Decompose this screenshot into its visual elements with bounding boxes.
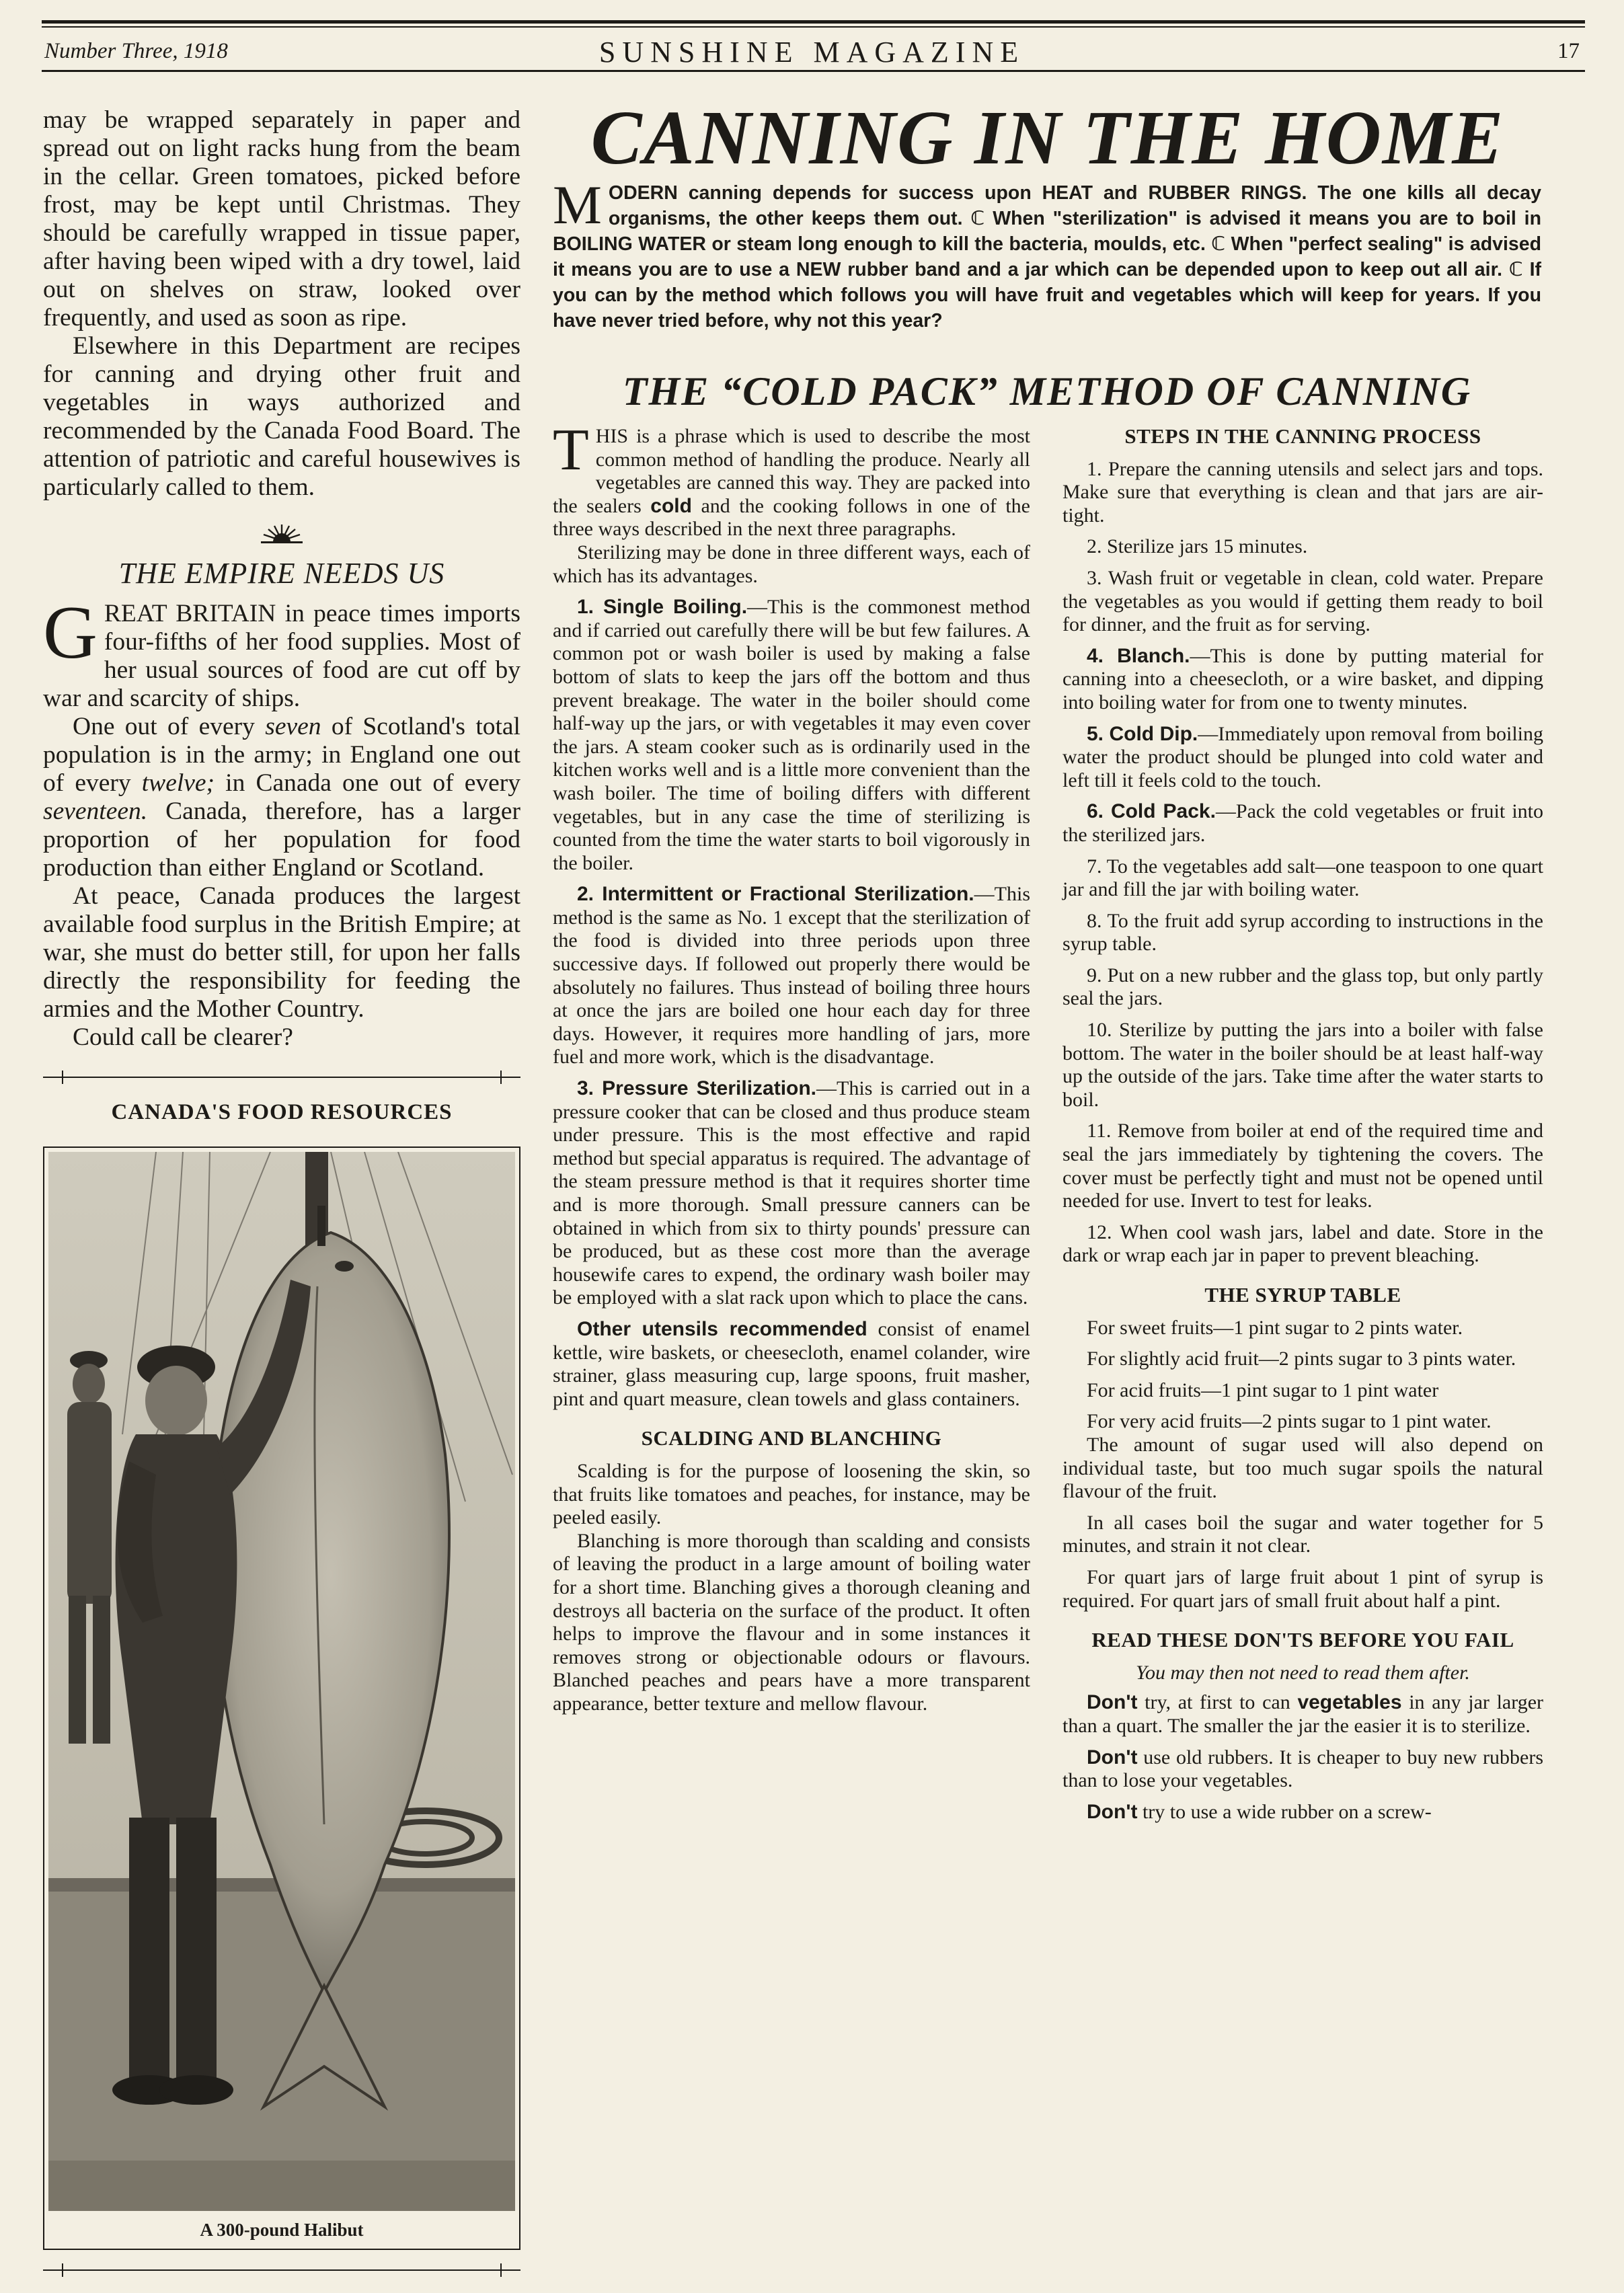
empire-paragraph: At peace, Canada produces the largest available food surplus in the British Empire; at war, she must do better still, for upon her falls directly the responsibility for feeding the armies and the Mother Country. xyxy=(43,882,520,1023)
drop-cap: G xyxy=(43,591,98,674)
step-item: 8. To the fruit add syrup according to instructions in the syrup table. xyxy=(1062,909,1543,956)
donts-heading: READ THESE DON'TS BEFORE YOU FAIL xyxy=(1091,1628,1514,1652)
donts-subheading: You may then not need to read them after. xyxy=(1136,1661,1470,1684)
intro-text: ODERN canning depends for success upon HEAT and RUBBER RINGS. The one kills all decay organisms, the other keeps them out. ℂ When "sterilization" is advised it means you are to boil in BOILING WATER or steam long enough to kill the bacteria, moulds, etc. ℂ When "perfect sealing" is advised it means you are to use a NEW rubber band and a jar which can be depended upon to keep out all air. ℂ If you can by the method which follows you will have fruit and vegetables which will keep for years. If you have never tried before, why not this year? xyxy=(553,182,1541,332)
step-item: 3. Wash fruit or vegetable in clean, cold water. Prepare the vegetables as you would if getting them ready to boil for dinner, and the fruit as for serving. xyxy=(1062,566,1543,636)
article-title: CANNING IN THE HOME xyxy=(590,95,1505,180)
syrup-item: The amount of sugar used will also depend on individual taste, but too much sugar spoils the natural flavour of the fruit. xyxy=(1062,1433,1543,1503)
right-column xyxy=(1062,425,1543,1824)
article-subtitle: THE “COLD PACK” METHOD OF CANNING xyxy=(622,369,1472,414)
syrup-table-heading: THE SYRUP TABLE xyxy=(1204,1283,1401,1307)
dont-item: Don't use old rubbers. It is cheaper to buy new rubbers than to lose your vegetables. xyxy=(1062,1746,1543,1792)
syrup-item: For sweet fruits—1 pint sugar to 2 pints water. xyxy=(1087,1316,1463,1339)
halibut-photo xyxy=(48,1152,515,2211)
step-item: 2. Sterilize jars 15 minutes. xyxy=(1087,535,1308,558)
empire-heading: THE EMPIRE NEEDS US xyxy=(118,557,445,590)
header-rule-bottom xyxy=(42,70,1585,72)
syrup-item: In all cases boil the sugar and water together for 5 minutes, and strain it not clear. xyxy=(1062,1511,1543,1557)
dont-item: Don't try, at first to can vegetables in any jar larger than a quart. The smaller the jar the easier it is to sterilize. xyxy=(1062,1691,1543,1737)
syrup-item: For acid fruits—1 pint sugar to 1 pint water xyxy=(1087,1378,1439,1401)
empire-text xyxy=(43,591,520,1052)
photo-caption: A 300-pound Halibut xyxy=(200,2220,364,2240)
section-divider xyxy=(43,1069,520,1085)
empire-paragraph: Could call be clearer? xyxy=(73,1023,293,1051)
method-pressure: 3. Pressure Sterilization.—This is carried out in a pressure cooker that can be closed and thus produce steam under pressure. This is the most effective and rapid method but special apparatus is required. The advantage of the steam pressure method is that it requires shorter time and is more thorough. Small pressure canners can be obtained in which from six to thirty pounds' pressure can be produced, but as these cost more than the average housewife cares to expend, the ordinary wash boiler may be employed with a slat rack upon which to place the cans. xyxy=(553,1077,1030,1309)
method-intermittent: 2. Intermittent or Fractional Sterilization.—This method is the same as No. 1 except that the sterilization of the food is divided into three periods upon three successive days. If followed out properly there would be absolutely no failures. Thus instead of boiling three hours at once the jars are boiled one hour each day for three days. However, it requires more handling of jars, more fuel and more work, which is the disadvantage. xyxy=(553,883,1030,1068)
magazine-title: SUNSHINE MAGAZINE xyxy=(598,36,1026,69)
continued-paragraph: may be wrapped separately in paper and spread out on light racks hung from the beam in the cellar. Green tomatoes, picked before frost, may be kept until Christmas. They should be carefully wrapped in tissue paper, after having been wiped with a dry towel, laid out on shelves on straw, looked over frequently, and used as soon as ripe. xyxy=(43,106,520,332)
article-intro xyxy=(553,174,1541,334)
continued-text xyxy=(43,106,520,502)
header-rule-top xyxy=(42,20,1585,24)
step-item: 10. Sterilize by putting the jars into a boiler with false bottom. The water in the boiler should be at least half-way up the outside of the jars. Take time after the water starts to boil. xyxy=(1062,1019,1543,1111)
sunrise-ornament-icon xyxy=(43,522,520,548)
dont-item: Don't try to use a wide rubber on a screw- xyxy=(1087,1800,1432,1823)
method-single-boiling: 1. Single Boiling.—This is the commonest method and if carried out carefully there will be but few failures. A common pot or wash boiler is used by making a false bottom of slats to keep the jars off the bottom and thus prevent breakage. The water in the boiler should come half-way up the jars, or with vegetables it may even cover the jars. A steam cooker such as is ordinarily used in the kitchen works well and is a little more convenient than the wash boiler. The time of boiling differs with different vegetables, but in any case the time of sterilizing is counted from the time the water starts to boil vigorously in the boiler. xyxy=(553,596,1030,874)
blanching-paragraph: Blanching is more thorough than scalding and consists of leaving the product in a large amount of boiling water for a short time. Blanching gives a thorough cleaning and destroys all bacteria on the surface of the product. It often helps to improve the flavour and in some instances it removes strong or objectionable odours or flavours. Blanched peaches and pears have a more transparent appearance, better texture and mellow flavour. xyxy=(553,1529,1030,1715)
step-item: 7. To the vegetables add salt—one teaspoon to one quart jar and fill the jar with boiling water. xyxy=(1062,855,1543,901)
step-item: 11. Remove from boiler at end of the required time and seal the jars immediately by tightening the covers. The cover must be perfectly tight and must not be opened until needed for use. Invert to test for leaks. xyxy=(1062,1120,1543,1212)
middle-column xyxy=(553,418,1030,1715)
drop-cap: M xyxy=(553,174,602,235)
syrup-item: For quart jars of large fruit about 1 pint of syrup is required. For quart jars of small fruit about half a pint. xyxy=(1062,1565,1543,1612)
step-item: 4. Blanch.—This is done by putting material for canning into a cheesecloth, or a wire basket, and dipping into boiling water for from one to twenty minutes. xyxy=(1062,644,1543,713)
empire-paragraph: One out of every seven of Scotland's total population is in the army; in England one out of every twelve; in Canada one out of every seventeen. Canada, therefore, has a larger proportion of her population for food production than either England or Scotland. xyxy=(43,713,520,882)
method-intro-paragraph: THIS is a phrase which is used to describe the most common method of handling the produce. Nearly all vegetables are canned this way. They are packed into the sealers cold and the cooking follows in one of the three ways described in the next three paragraphs. xyxy=(553,418,1030,541)
step-item: 9. Put on a new rubber and the glass top, but only partly seal the jars. xyxy=(1062,964,1543,1010)
syrup-item: For very acid fruits—2 pints sugar to 1 pint water. xyxy=(1087,1410,1492,1433)
left-column xyxy=(43,106,520,2293)
steps-heading: STEPS IN THE CANNING PROCESS xyxy=(1124,424,1481,448)
continued-paragraph: Elsewhere in this Department are recipes for canning and drying other fruit and vegetables in ways authorized and recommended by the Canada Food Board. The attention of patriotic and careful housewives is particularly called to them. xyxy=(43,332,520,501)
empire-paragraph: GREAT BRITAIN in peace times imports four-fifths of her food supplies. Most of her usual sources of food are cut off by war and scarcity of ships. xyxy=(43,591,520,712)
page-number: 17 xyxy=(1557,39,1580,63)
header-rule-thin xyxy=(42,26,1585,28)
syrup-item: For slightly acid fruit—2 pints sugar to 3 pints water. xyxy=(1087,1348,1516,1370)
food-resources-heading: CANADA'S FOOD RESOURCES xyxy=(111,1100,453,1124)
halibut-photo-frame xyxy=(43,1146,520,2250)
step-item: 5. Cold Dip.—Immediately upon removal from boiling water the product should be plunged into cold water and left till it feels cold to the touch. xyxy=(1062,722,1543,791)
scalding-paragraph: Scalding is for the purpose of loosening the skin, so that fruits like tomatoes and peaches, for instance, may be peeled easily. xyxy=(553,1459,1030,1529)
step-item: 6. Cold Pack.—Pack the cold vegetables or fruit into the sterilized jars. xyxy=(1062,800,1543,846)
method-paragraph: Sterilizing may be done in three different ways, each of which has its advantages. xyxy=(553,541,1030,587)
section-divider xyxy=(43,2262,520,2278)
scalding-heading: SCALDING AND BLANCHING xyxy=(641,1426,942,1450)
issue-label: Number Three, 1918 xyxy=(44,39,228,63)
utensils-paragraph: Other utensils recommended consist of enamel kettle, wire baskets, or cheesecloth, enamel colander, wire strainer, glass measuring cup, large spoons, fruit masher, pint and quart measure, clean towels and glass containers. xyxy=(553,1317,1030,1410)
step-item: 1. Prepare the canning utensils and select jars and tops. Make sure that everything is clean and that jars are air-tight. xyxy=(1062,457,1543,527)
drop-cap: T xyxy=(553,418,589,483)
step-item: 12. When cool wash jars, label and date. Store in the dark or wrap each jar in paper to prevent bleaching. xyxy=(1062,1220,1543,1267)
